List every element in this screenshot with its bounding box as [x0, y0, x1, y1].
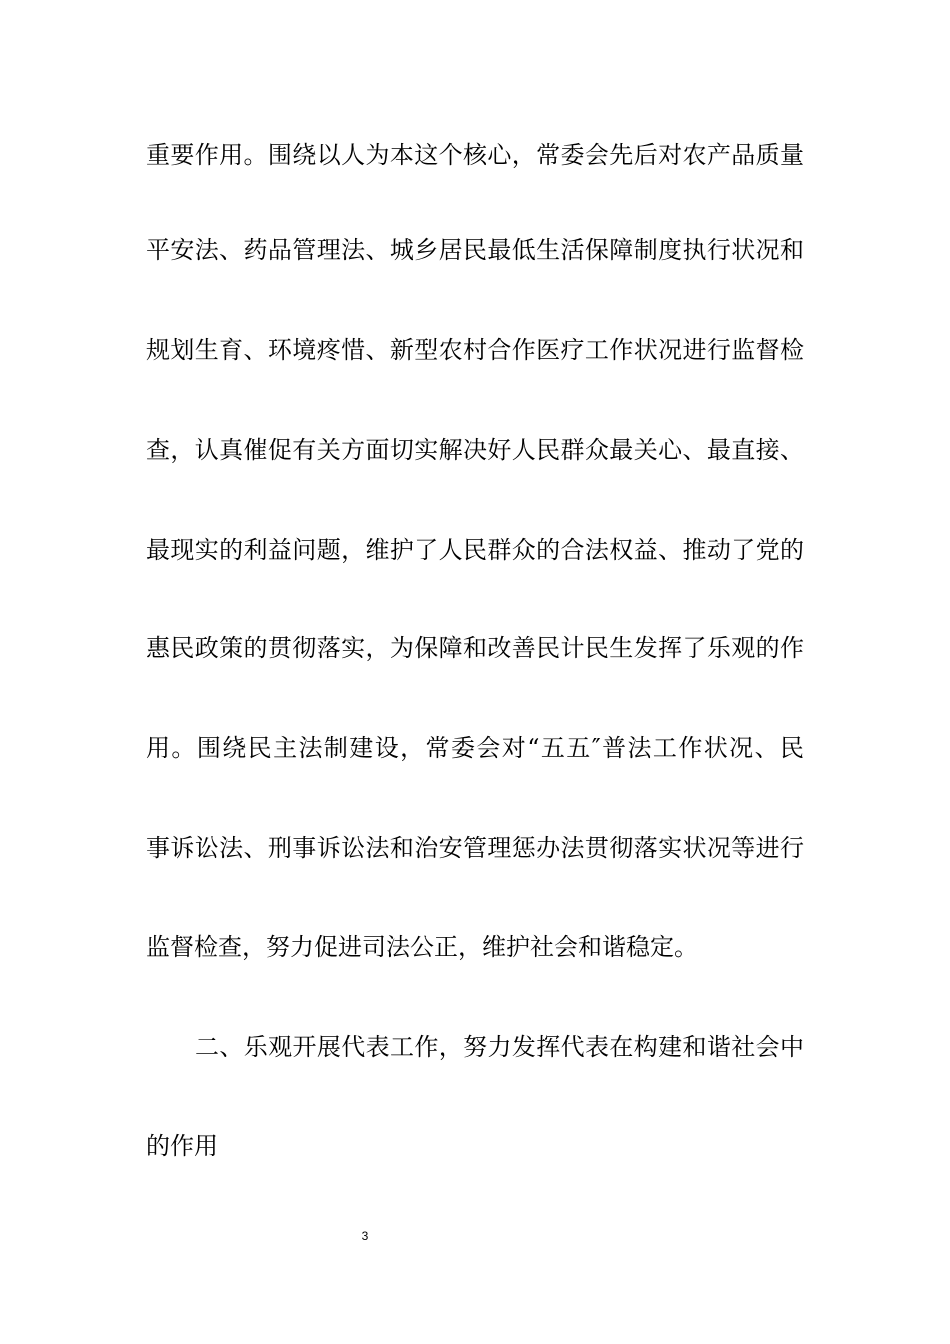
text-line: 重要作用。围绕以人为本这个核心，常委会先后对农产品质量 [146, 141, 804, 169]
section-heading-line: 二、乐观开展代表工作，努力发挥代表在构建和谐社会中 [195, 1033, 804, 1061]
text-line: 最现实的利益问题，维护了人民群众的合法权益、推动了党的 [146, 536, 804, 564]
text-line: 规划生育、环境疼惜、新型农村合作医疗工作状况进行监督检 [146, 336, 804, 364]
text-line: 查，认真催促有关方面切实解决好人民群众最关心、最直接、 [146, 436, 804, 464]
text-line: 监督检查，努力促进司法公正，维护社会和谐稳定。 [146, 933, 698, 961]
section-heading-line: 的作用 [146, 1132, 218, 1160]
text-line: 平安法、药品管理法、城乡居民最低生活保障制度执行状况和 [146, 236, 804, 264]
text-line: 事诉讼法、刑事诉讼法和治安管理惩办法贯彻落实状况等进行 [146, 834, 804, 862]
page-number: 3 [361, 1229, 369, 1243]
text-line: 用。围绕民主法制建设，常委会对“五五″普法工作状况、民 [146, 734, 804, 762]
text-line: 惠民政策的贯彻落实，为保障和改善民计民生发挥了乐观的作 [146, 634, 804, 662]
